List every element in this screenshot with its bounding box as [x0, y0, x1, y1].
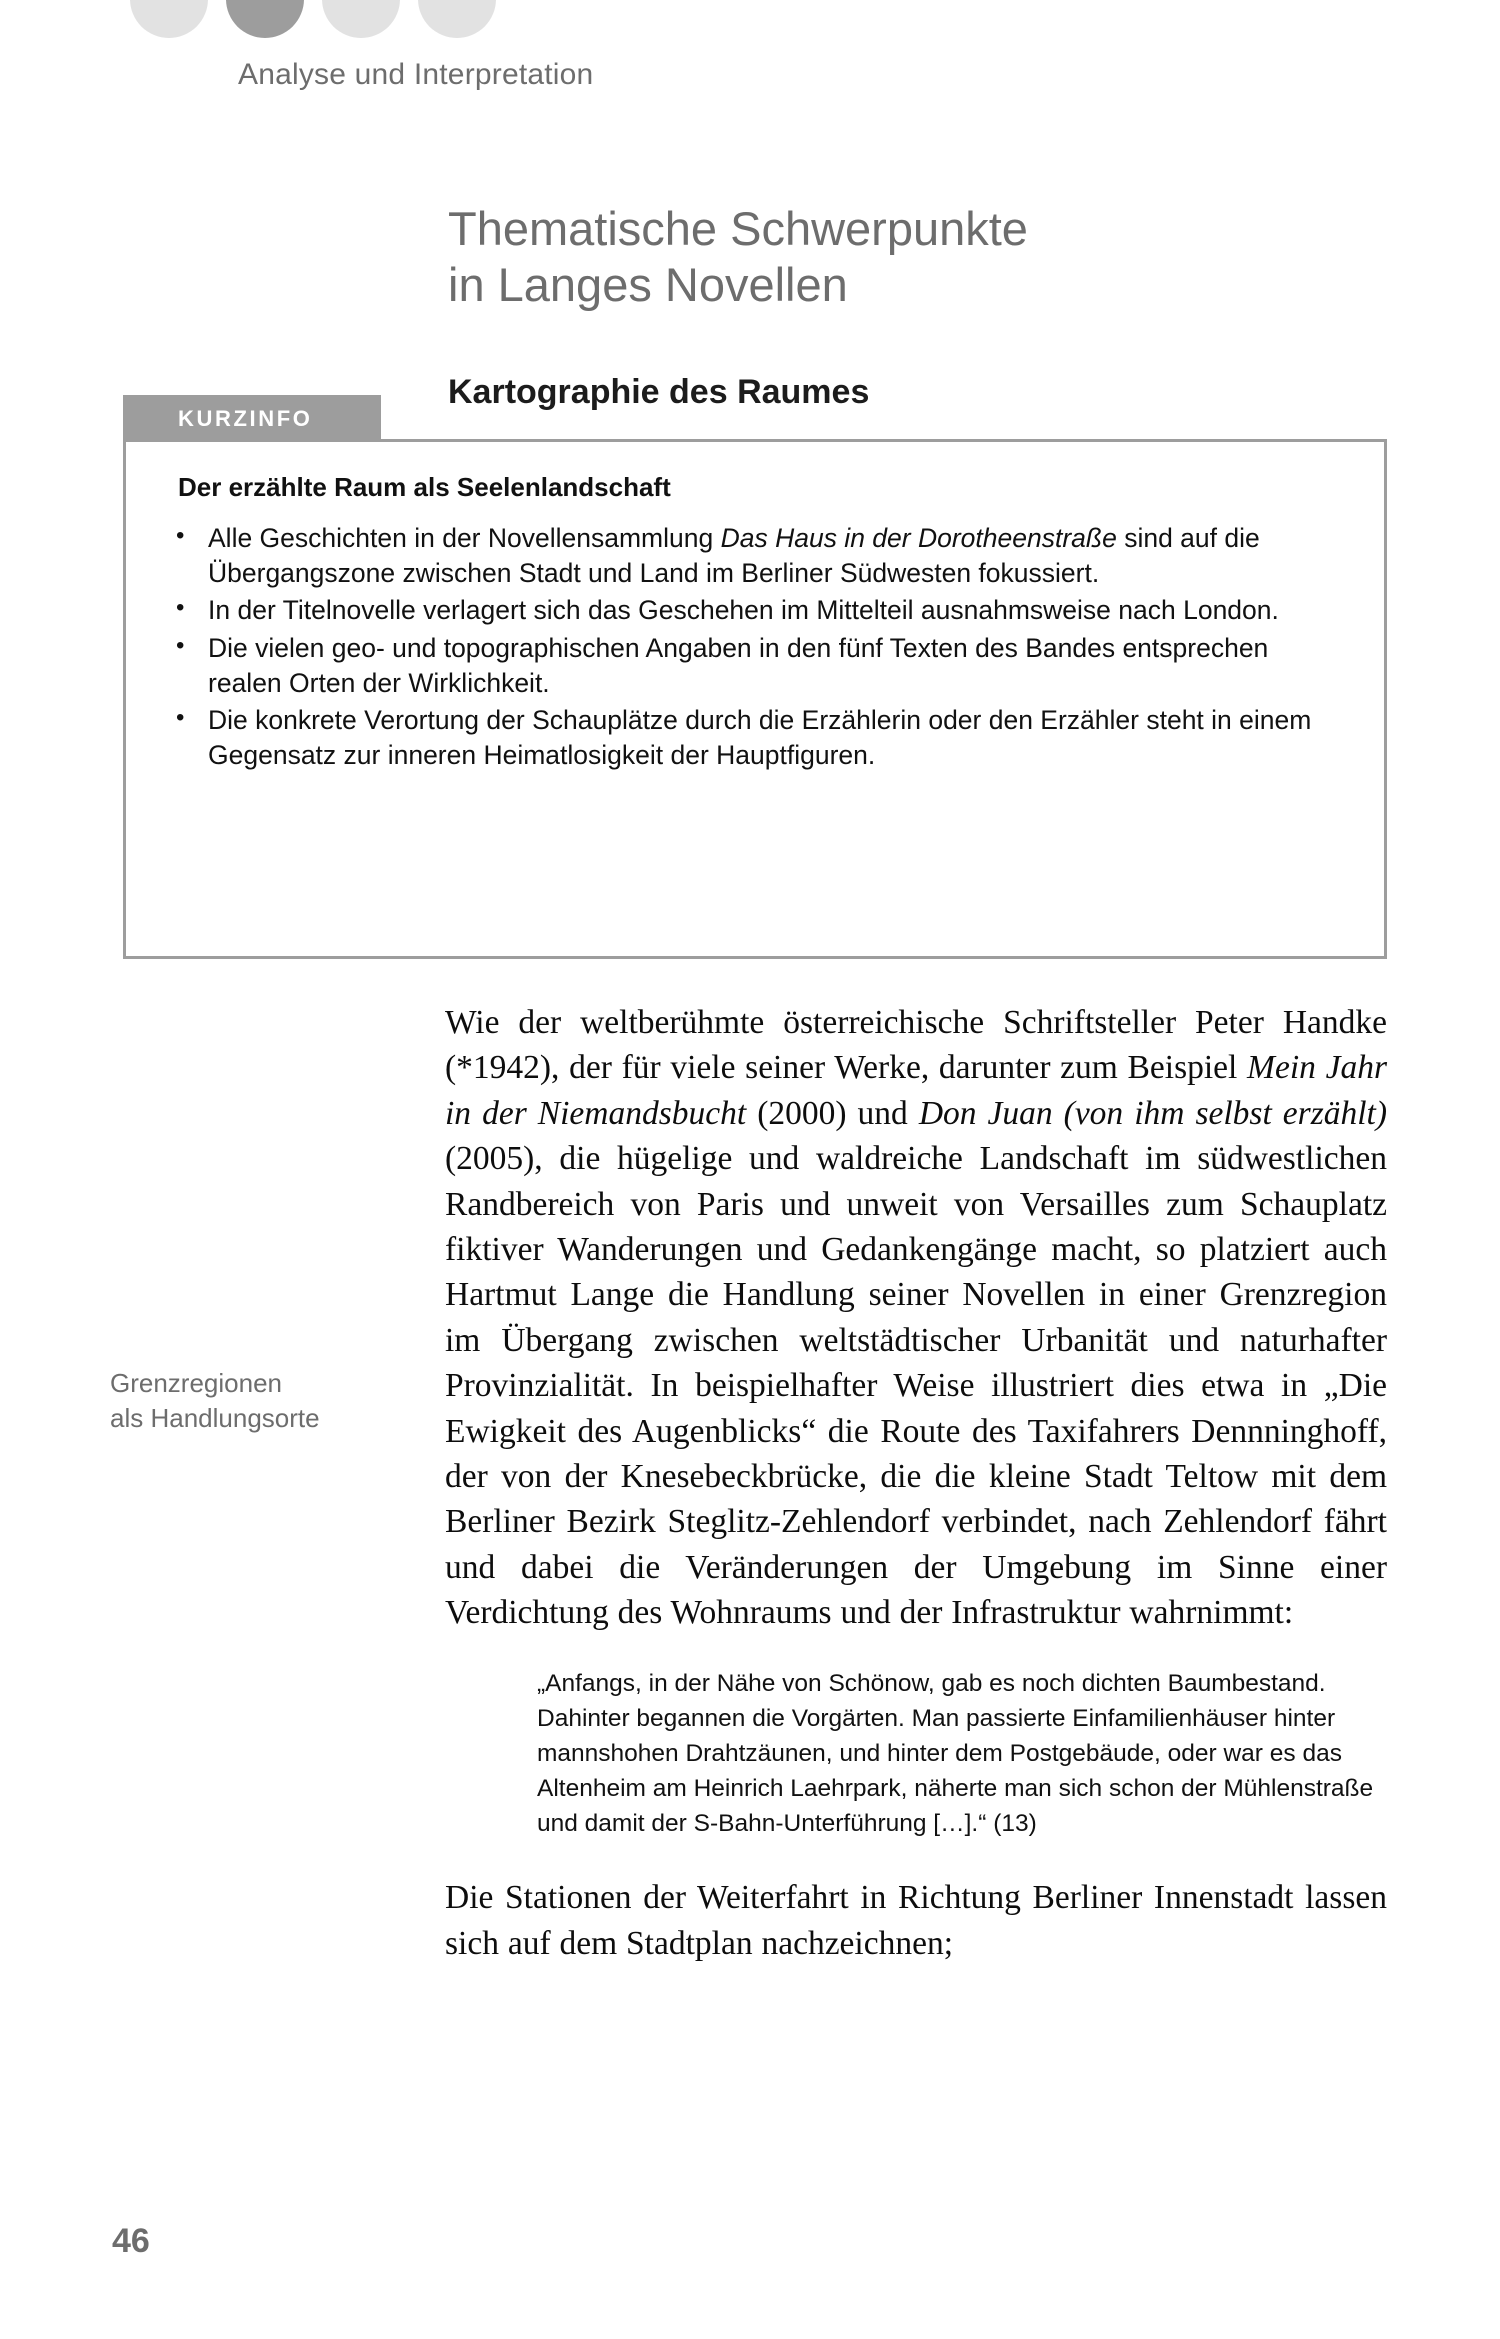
- bullet-text-pre: In der Titelnovelle verlagert sich das Geschehen im Mittelteil ausnahmsweise nach London.: [208, 595, 1279, 626]
- work-title-2: Don Juan (von ihm selbst erzählt): [918, 1094, 1388, 1132]
- body-paragraph-1: [445, 1000, 1387, 1635]
- kurzinfo-box: [123, 439, 1387, 959]
- section-heading: Kartographie des Raumes: [448, 373, 870, 412]
- chapter-tab-2-active[interactable]: [226, 0, 304, 38]
- kurzinfo-bullet-list: [168, 521, 1348, 774]
- bullet-text-italic: Das Haus in der Dorotheenstraße: [720, 523, 1117, 553]
- chapter-tab-1[interactable]: [130, 0, 208, 38]
- kurzinfo-box-title: Der erzählte Raum als Seelenlandschaft: [178, 472, 671, 502]
- bullet-text-pre: Alle Geschichten in der Novellensammlung: [208, 523, 721, 553]
- page-title-line-2: in Langes Novellen: [448, 257, 848, 311]
- kurzinfo-tab-label: KURZINFO: [123, 395, 381, 442]
- paragraph-part-2: (2000) und: [746, 1094, 919, 1132]
- page-number: 46: [112, 2222, 150, 2260]
- paragraph-part-1: Wie der weltberühmte österreichische Schriftsteller Peter Handke (*1942), der für viele seiner Werke, darunter zum Beispiel: [445, 1004, 1387, 1087]
- chapter-tab-3[interactable]: [322, 0, 400, 38]
- block-quote: „Anfangs, in der Nähe von Schönow, gab es noch dichten Baumbestand. Dahinter begannen die Vorgärten. Man passierte Einfamilienhäuser hinter mannshohen Drahtzäunen, und hinter dem Postgebäude, oder war es das Altenheim am Heinrich Laehrpark, näherte man sich schon der Mühlenstraße und damit der S-Bahn-Unterführung […].“ (13): [537, 1670, 1374, 1837]
- body-column: [445, 1000, 1387, 1966]
- bullet-text-post: sind auf die Übergangszone zwischen Stadt und Land im Berliner Südwesten fokussiert.: [208, 523, 1260, 589]
- work-title-1: Mein Jahr in der Niemandsbucht: [445, 1049, 1387, 1132]
- list-item: [168, 703, 1348, 773]
- list-item: [168, 593, 1348, 628]
- chapter-tab-4[interactable]: [418, 0, 496, 38]
- list-item: [168, 631, 1348, 701]
- page-title: [448, 201, 1348, 312]
- chapter-label: Analyse und Interpretation: [238, 58, 594, 91]
- paragraph-part-3: (2005), die hügelige und waldreiche Landschaft im südwestlichen Randbereich von Paris und unweit von Versailles zum Schauplatz fiktiver Wanderungen und Gedankengänge macht, so platziert auch Hartmut Lange die Handlung seiner Novellen in einer Grenzregion im Übergang zwischen weltstädtischer Urbanität und naturhafter Provinzialität. In beispielhafter Weise illustriert dies etwa in „Die Ewigkeit des Augenblicks“ die Route des Taxifahrers Dennninghoff, der von der Knesebeckbrücke, die die kleine Stadt Teltow mit dem Berliner Bezirk Steglitz-Zehlendorf verbindet, nach Zehlendorf fährt und dabei die Veränderungen der Umgebung im Sinne einer Verdichtung des Wohnraums und der Infrastruktur wahrnimmt:: [445, 1140, 1387, 1632]
- margin-note-line-1: Grenzregionen: [110, 1368, 282, 1398]
- margin-note: [110, 1366, 400, 1435]
- body-paragraph-2: Die Stationen der Weiterfahrt in Richtung Berliner Innenstadt lassen sich auf dem Stadtplan nachzeichnen;: [445, 1879, 1387, 1962]
- page-title-line-1: Thematische Schwerpunkte: [448, 202, 1028, 256]
- chapter-tabstrip: [130, 0, 496, 38]
- margin-note-line-2: als Handlungsorte: [110, 1402, 320, 1433]
- bullet-text-pre: Die vielen geo- und topographischen Angaben in den fünf Texten des Bandes entsprechen realen Orten der Wirklichkeit.: [208, 632, 1269, 698]
- list-item: [168, 521, 1348, 591]
- bullet-text-pre: Die konkrete Verortung der Schauplätze durch die Erzählerin oder den Erzähler steht in einem Gegensatz zur inneren Heimatlosigkeit der Hauptfiguren.: [208, 705, 1312, 771]
